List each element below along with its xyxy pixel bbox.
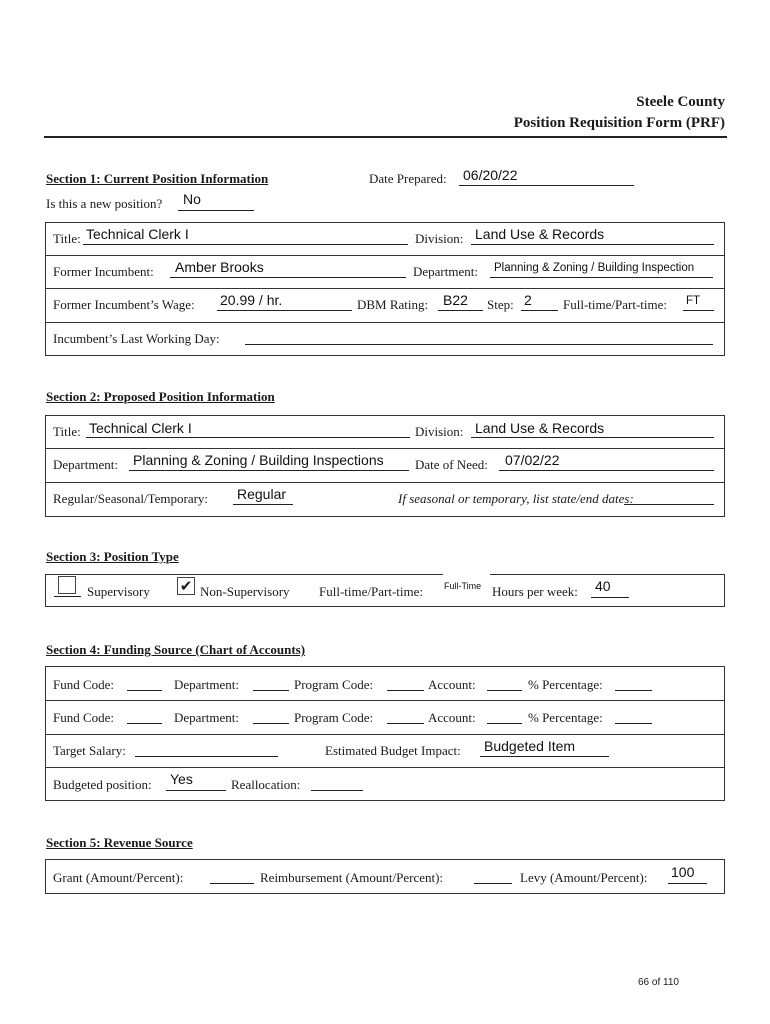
wage-field[interactable]: 20.99 / hr. (220, 292, 283, 308)
reallocation-label: Reallocation: (231, 777, 301, 792)
percentage-field[interactable] (615, 723, 652, 724)
header-rule (44, 136, 727, 138)
program-code-label: Program Code: (294, 710, 374, 725)
section1-row-divider (45, 255, 725, 256)
step-line (521, 310, 558, 311)
proposed-division-line (471, 437, 714, 438)
fund-code-field[interactable] (127, 690, 162, 691)
percentage-field[interactable] (615, 690, 652, 691)
account-label: Account: (428, 710, 476, 725)
ftpt-field[interactable]: FT (686, 295, 701, 307)
division-label: Division: (415, 231, 464, 246)
target-salary-line (135, 756, 278, 757)
date-need-line (499, 470, 714, 471)
wage-label: Former Incumbent’s Wage: (53, 297, 195, 312)
program-code-field[interactable] (387, 723, 424, 724)
hours-line (591, 597, 629, 598)
division-line (471, 244, 714, 245)
section3-right-rule (724, 574, 725, 606)
funding-department-label: Department: (174, 677, 239, 692)
step-field[interactable]: 2 (524, 292, 532, 308)
department-label: Department: (413, 264, 478, 279)
step-label: Step: (487, 297, 514, 312)
section3-top-rule (490, 574, 725, 575)
levy-field[interactable]: 100 (671, 864, 695, 880)
supervisory-line (54, 596, 81, 597)
date-need-label: Date of Need: (415, 457, 488, 472)
proposed-department-label: Department: (53, 457, 118, 472)
division-field[interactable]: Land Use & Records (475, 226, 605, 242)
budget-impact-line (480, 756, 609, 757)
proposed-title-line (86, 437, 410, 438)
proposed-division-field[interactable]: Land Use & Records (475, 420, 605, 436)
ftpt-line (683, 310, 714, 311)
department-field[interactable]: Planning & Zoning / Building Inspection (494, 262, 695, 274)
account-label: Account: (428, 677, 476, 692)
budgeted-position-label: Budgeted position: (53, 777, 152, 792)
section1-row-divider (45, 322, 725, 323)
section1-row-divider (45, 288, 725, 289)
page-number: 66 of 110 (638, 977, 679, 988)
budgeted-position-field[interactable]: Yes (170, 771, 193, 787)
section2-row-divider (45, 482, 725, 483)
section3-heading: Section 3: Position Type (46, 549, 179, 564)
new-position-label: Is this a new position? (46, 196, 163, 211)
supervisory-label: Supervisory (87, 584, 150, 599)
section3-bottom-rule (45, 606, 725, 607)
funding-department-field[interactable] (253, 723, 289, 724)
former-incumbent-field[interactable]: Amber Brooks (175, 259, 264, 275)
target-salary-label: Target Salary: (53, 743, 126, 758)
form-title: Position Requisition Form (PRF) (513, 115, 725, 131)
section3-ftpt-label: Full-time/Part-time: (319, 584, 423, 599)
supervisory-checkbox[interactable] (58, 576, 76, 594)
reallocation-line (311, 790, 363, 791)
proposed-department-field[interactable]: Planning & Zoning / Building Inspections (133, 452, 384, 468)
title-line (83, 244, 408, 245)
county-name: Steele County (636, 94, 725, 110)
seasonal-dates-line (624, 504, 714, 505)
levy-line (668, 883, 707, 884)
program-code-field[interactable] (387, 690, 424, 691)
proposed-title-label: Title: (53, 424, 81, 439)
section3-top-rule (45, 574, 443, 575)
section2-heading: Section 2: Proposed Position Information (46, 389, 275, 404)
title-label: Title: (53, 231, 81, 246)
proposed-department-line (129, 470, 409, 471)
section1-heading: Section 1: Current Position Information (46, 171, 269, 186)
dbm-field[interactable]: B22 (443, 292, 468, 308)
fund-code-label: Fund Code: (53, 710, 115, 725)
non-supervisory-label: Non-Supervisory (200, 584, 290, 599)
last-day-label: Incumbent’s Last Working Day: (53, 331, 220, 346)
new-position-field[interactable]: No (183, 191, 201, 207)
non-supervisory-checkbox[interactable] (177, 577, 195, 595)
position-type-label: Regular/Seasonal/Temporary: (53, 491, 209, 506)
funding-department-label: Department: (174, 710, 239, 725)
date-prepared-line (459, 185, 634, 186)
section4-row-divider (45, 734, 725, 735)
percentage-label: % Percentage: (528, 677, 603, 692)
proposed-title-field[interactable]: Technical Clerk I (89, 420, 192, 436)
proposed-division-label: Division: (415, 424, 464, 439)
hours-field[interactable]: 40 (595, 578, 611, 594)
hours-label: Hours per week: (492, 584, 578, 599)
section3-left-rule (45, 574, 46, 606)
reimbursement-label: Reimbursement (Amount/Percent): (260, 870, 444, 885)
section4-row-divider (45, 700, 725, 701)
budget-impact-label: Estimated Budget Impact: (325, 743, 461, 758)
ftpt-label: Full-time/Part-time: (563, 297, 667, 312)
account-field[interactable] (487, 723, 522, 724)
grant-line (210, 883, 254, 884)
section4-row-divider (45, 767, 725, 768)
position-type-line (233, 504, 293, 505)
section5-heading: Section 5: Revenue Source (46, 835, 193, 850)
wage-line (217, 310, 352, 311)
budget-impact-field[interactable]: Budgeted Item (484, 738, 576, 754)
percentage-label: % Percentage: (528, 710, 603, 725)
program-code-label: Program Code: (294, 677, 374, 692)
former-incumbent-label: Former Incumbent: (53, 264, 154, 279)
dbm-label: DBM Rating: (357, 297, 429, 312)
new-position-line (178, 210, 254, 211)
funding-department-field[interactable] (253, 690, 289, 691)
dbm-line (438, 310, 483, 311)
seasonal-dates-label: If seasonal or temporary, list state/end dates: (398, 491, 634, 506)
date-prepared-field[interactable]: 06/20/22 (463, 167, 518, 183)
fund-code-field[interactable] (127, 723, 162, 724)
date-need-field[interactable]: 07/02/22 (505, 452, 560, 468)
checkmark-icon: ✔ (179, 577, 193, 595)
grant-label: Grant (Amount/Percent): (53, 870, 184, 885)
budgeted-position-line (166, 790, 226, 791)
former-incumbent-line (170, 277, 406, 278)
fund-code-label: Fund Code: (53, 677, 115, 692)
account-field[interactable] (487, 690, 522, 691)
levy-label: Levy (Amount/Percent): (520, 870, 648, 885)
title-field[interactable]: Technical Clerk I (86, 226, 189, 242)
section3-ftpt-field[interactable]: Full-Time (444, 581, 482, 591)
date-prepared-label: Date Prepared: (369, 171, 447, 186)
department-line (490, 277, 713, 278)
reimbursement-line (474, 883, 512, 884)
last-day-line (245, 344, 713, 345)
section2-row-divider (45, 448, 725, 449)
section4-heading: Section 4: Funding Source (Chart of Accounts) (46, 642, 306, 657)
position-type-field[interactable]: Regular (237, 486, 287, 502)
